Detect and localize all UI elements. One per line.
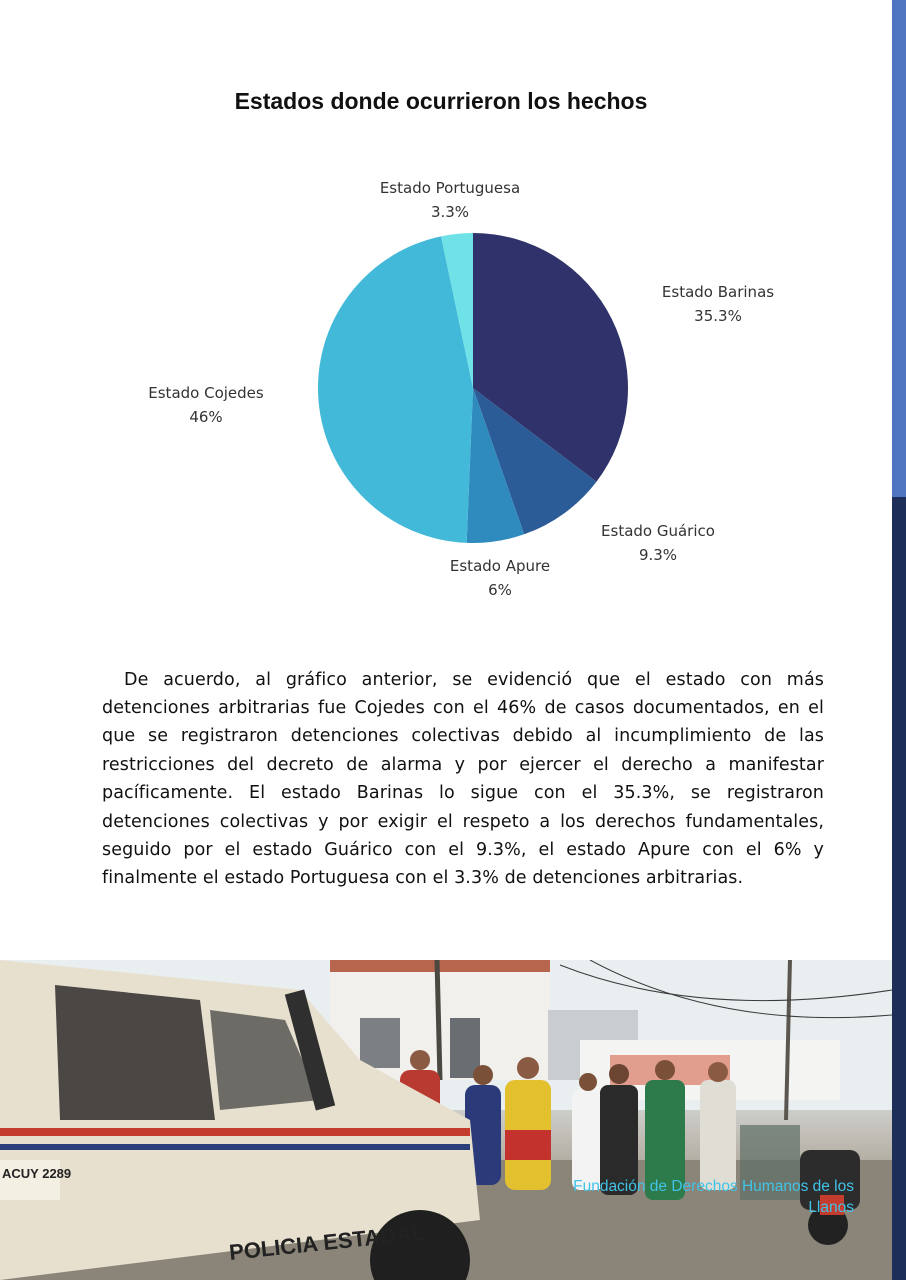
side-accent-bar-bottom — [892, 497, 906, 1280]
label-apure-name: Estado Apure — [449, 557, 551, 575]
label-barinas-value: 35.3% — [694, 307, 742, 325]
photo-caption: Fundación de Derechos Humanos de los Llanos — [573, 1178, 854, 1216]
label-cojedes — [136, 381, 276, 429]
plate-lettering: ACUY 2289 — [2, 1166, 72, 1181]
label-portuguesa — [372, 176, 528, 224]
label-apure-value: 6% — [488, 581, 512, 599]
pie-slice-estado-cojedes — [318, 236, 473, 543]
label-barinas — [648, 280, 788, 328]
side-accent-bar-top — [892, 0, 906, 497]
label-guarico — [588, 519, 728, 567]
label-portuguesa-value: 3.3% — [430, 203, 470, 221]
label-guarico-name: Estado Guárico — [601, 522, 715, 540]
analysis-paragraph: De acuerdo, al gráfico anterior, se evidenció que el estado con más detenciones arbitrarias fue Cojedes con el 46% de casos documentados, en el que se registraron detenciones colectivas debido al incumplimiento de las restricciones del decreto de alarma y por ejercer el derecho a manifestar pacíficamente. El estado Barinas lo sigue con el 35.3%, se registraron detenciones colectivas y por exigir el respeto a los derechos fundamentales, seguido por el estado Guárico con el 9.3%, el estado Apure con el 6% y finalmente el estado Portuguesa con el 3.3% de detenciones arbitrarias. — [102, 669, 824, 889]
truck-lettering: POLICIA ESTADAL — [227, 1219, 427, 1265]
chart-title: Estados donde ocurrieron los hechos — [234, 88, 648, 114]
label-portuguesa-name: Estado Portuguesa — [379, 179, 521, 197]
photo-illustration — [0, 960, 892, 1280]
protest-photo — [0, 960, 892, 1280]
label-cojedes-name: Estado Cojedes — [148, 384, 264, 402]
window-1 — [360, 1018, 400, 1068]
wood-pole — [437, 960, 440, 1080]
label-apure — [438, 554, 562, 602]
label-guarico-value: 9.3% — [638, 546, 678, 564]
label-barinas-name: Estado Barinas — [661, 283, 775, 301]
roof — [330, 960, 550, 972]
label-cojedes-value: 46% — [189, 408, 223, 426]
